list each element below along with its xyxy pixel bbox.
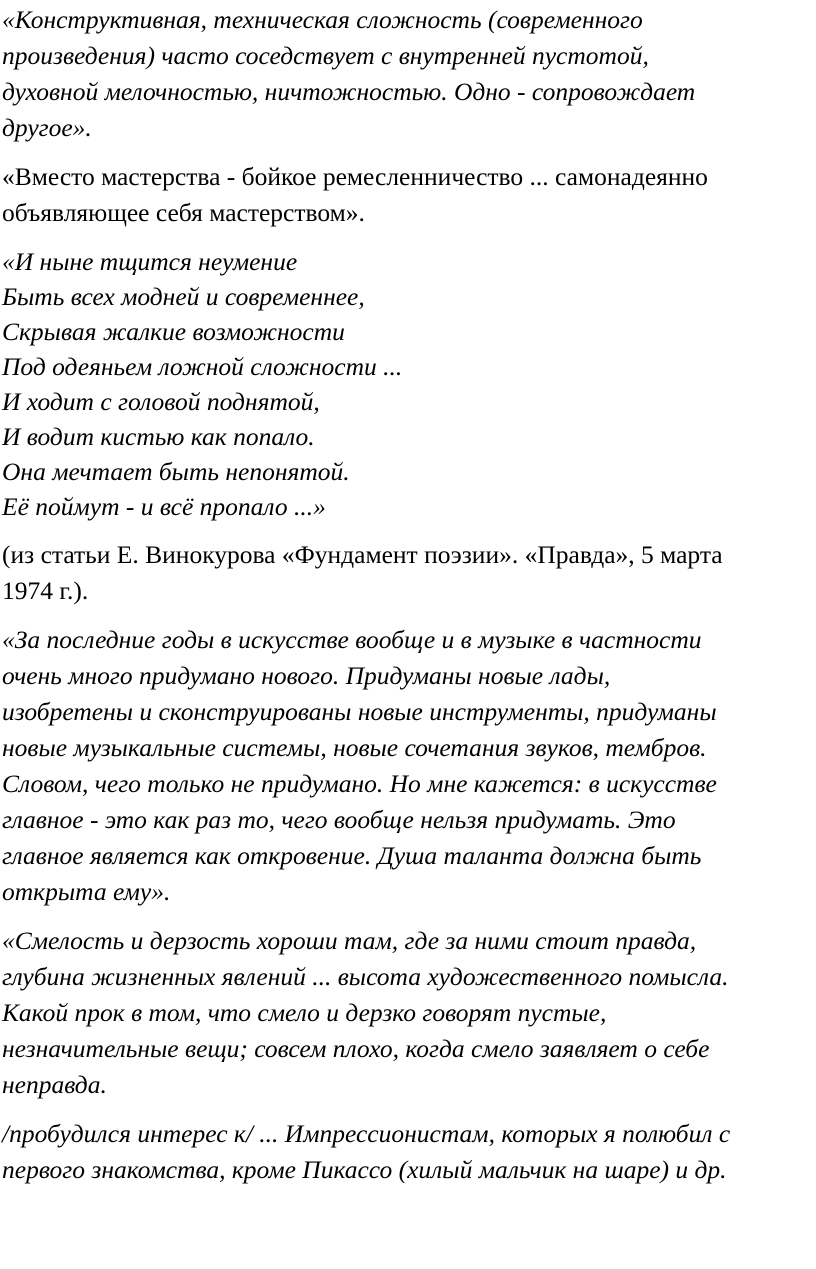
poem-line: И водит кистью как попало. <box>2 422 315 451</box>
text-line: глубина жизненных явлений ... высота художественного помысла. <box>2 962 729 991</box>
quote-paragraph-5 <box>2 1116 814 1188</box>
text-line: незначительные вещи; совсем плохо, когда смело заявляет о себе <box>2 1034 710 1063</box>
text-line: «Вместо мастерства - бойкое ремесленничество ... самонадеянно <box>2 162 708 191</box>
text-line: 1974 г.). <box>2 576 89 605</box>
text-line: изобретены и сконструированы новые инструменты, придуманы <box>2 697 717 726</box>
text-line: «Смелость и дерзость хороши там, где за ними стоит правда, <box>2 926 697 955</box>
text-line: очень много придумано нового. Придуманы новые лады, <box>2 661 611 690</box>
text-line: Какой прок в том, что смело и дерзко говорят пустые, <box>2 998 607 1027</box>
text-line: «За последние годы в искусстве вообще и в музыке в частности <box>2 625 702 654</box>
text-line: (из статьи Е. Винокурова «Фундамент поэзии». «Правда», 5 марта <box>2 540 723 569</box>
text-line: первого знакомства, кроме Пикассо (хилый мальчик на шаре) и др. <box>2 1155 727 1184</box>
source-citation <box>2 537 814 609</box>
text-line: новые музыкальные системы, новые сочетания звуков, тембров. <box>2 733 707 762</box>
text-line: главное - это как раз то, чего вообще нельзя придумать. Это <box>2 805 676 834</box>
quote-paragraph-3 <box>2 622 814 910</box>
text-line: открыта ему». <box>2 877 171 906</box>
document-page <box>2 2 814 1201</box>
poem-line: Её поймут - и всё пропало ...» <box>2 492 326 521</box>
poem-line: Быть всех модней и современнее, <box>2 282 365 311</box>
poem-line: Скрывая жалкие возможности <box>2 317 345 346</box>
quote-paragraph-2 <box>2 159 814 231</box>
text-line: произведения) часто соседствует с внутренней пустотой, <box>2 41 649 70</box>
poem-line: Под одеяньем ложной сложности ... <box>2 352 403 381</box>
text-line: Словом, чего только не придумано. Но мне кажется: в искусстве <box>2 769 717 798</box>
text-line: главное является как откровение. Душа таланта должна быть <box>2 841 702 870</box>
text-line: /пробудился интерес к/ ... Импрессионистам, которых я полюбил с <box>2 1119 731 1148</box>
quote-paragraph-1 <box>2 2 814 146</box>
quote-paragraph-4 <box>2 923 814 1103</box>
text-line: духовной мелочностью, ничтожностью. Одно - сопровождает <box>2 77 696 106</box>
poem-block <box>2 244 814 524</box>
text-line: неправда. <box>2 1070 107 1099</box>
text-line: другое». <box>2 113 92 142</box>
text-line: «Конструктивная, техническая сложность (современного <box>2 5 643 34</box>
poem-line: «И ныне тщится неумение <box>2 247 298 276</box>
poem-line: Она мечтает быть непонятой. <box>2 457 350 486</box>
poem-line: И ходит с головой поднятой, <box>2 387 320 416</box>
text-line: объявляющее себя мастерством». <box>2 198 365 227</box>
